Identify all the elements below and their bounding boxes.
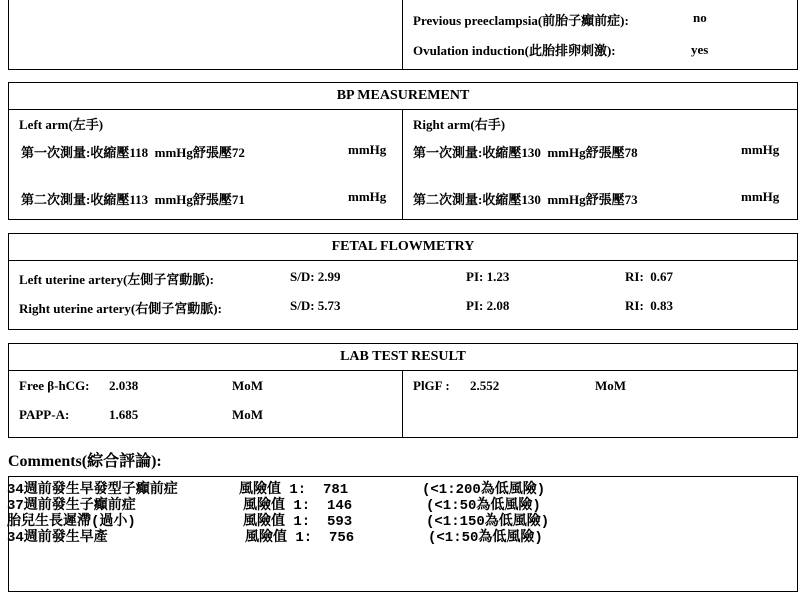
right-uterine-artery-label: Right uterine artery(右側子宮動脈): [19,301,222,316]
lab-test-result-title: LAB TEST RESULT [9,344,797,371]
free-hcg-label: Free β-hCG: [19,378,90,393]
plgf-label: PlGF : [413,378,450,393]
comment-condition: 胎兒生長遲滯(過小) [7,514,136,530]
left-arm-first-measurement: 第一次測量:收縮壓118 mmHg舒張壓72 [21,145,245,160]
previous-preeclampsia-label: Previous preeclampsia(前胎子癲前症): [413,13,629,28]
comment-threshold: (<1:50為低風險) [428,530,543,546]
comment-line [7,494,787,514]
left-uterine-artery-label: Left uterine artery(左側子宮動脈): [19,272,214,287]
pappa-label: PAPP-A: [19,407,70,422]
comment-condition: 34週前發生早產 [7,530,108,546]
free-hcg-unit: MoM [232,378,264,393]
ovulation-induction-label: Ovulation induction(此胎排卵刺激): [413,43,616,58]
left-arm-second-measurement: 第二次測量:收縮壓113 mmHg舒張壓71 [21,192,245,207]
right-uterine-artery-ri: RI: 0.83 [625,298,674,313]
pappa-unit: MoM [232,407,264,422]
left-arm-first-unit: mmHg [348,142,387,157]
previous-preeclampsia-value: no [693,10,707,25]
bp-measurement-title: BP MEASUREMENT [9,83,797,110]
bp-divider [402,109,403,219]
lab-test-result-section [8,343,798,438]
comments-box [8,476,798,592]
right-uterine-artery-sd: S/D: 5.73 [290,298,341,313]
left-arm-label: Left arm(左手) [19,117,104,132]
left-arm-second-unit: mmHg [348,189,387,204]
right-arm-first-measurement: 第一次測量:收縮壓130 mmHg舒張壓78 [413,145,638,160]
right-uterine-artery-pi: PI: 2.08 [466,298,510,313]
comments-title: Comments(綜合評論): [8,453,162,470]
comment-line [7,510,787,530]
history-section [8,0,798,70]
comment-condition: 37週前發生子癲前症 [7,498,136,514]
comment-risk: 風險值 1: 756 [245,530,355,546]
left-uterine-artery-pi: PI: 1.23 [466,269,510,284]
comment-threshold: (<1:50為低風險) [426,498,541,514]
right-arm-second-measurement: 第二次測量:收縮壓130 mmHg舒張壓73 [413,192,638,207]
bp-measurement-section [8,82,798,220]
comment-line [7,478,787,498]
left-uterine-artery-ri: RI: 0.67 [625,269,674,284]
right-arm-first-unit: mmHg [741,142,780,157]
lab-divider [402,370,403,437]
right-arm-second-unit: mmHg [741,189,780,204]
fetal-flowmetry-section [8,233,798,330]
comment-condition: 34週前發生早發型子癲前症 [7,482,178,498]
comment-threshold: (<1:150為低風險) [426,514,550,530]
left-uterine-artery-sd: S/D: 2.99 [290,269,341,284]
comment-threshold: (<1:200為低風險) [422,482,546,498]
comment-risk: 風險值 1: 593 [243,514,353,530]
plgf-value: 2.552 [470,378,500,393]
fetal-flowmetry-title: FETAL FLOWMETRY [9,234,797,261]
right-arm-label: Right arm(右手) [413,117,506,132]
pappa-value: 1.685 [109,407,139,422]
free-hcg-value: 2.038 [109,378,139,393]
plgf-unit: MoM [595,378,627,393]
ovulation-induction-value: yes [691,42,709,57]
comment-risk: 風險值 1: 146 [243,498,353,514]
comment-risk: 風險值 1: 781 [239,482,349,498]
comment-line [7,526,787,546]
history-divider [402,0,403,69]
